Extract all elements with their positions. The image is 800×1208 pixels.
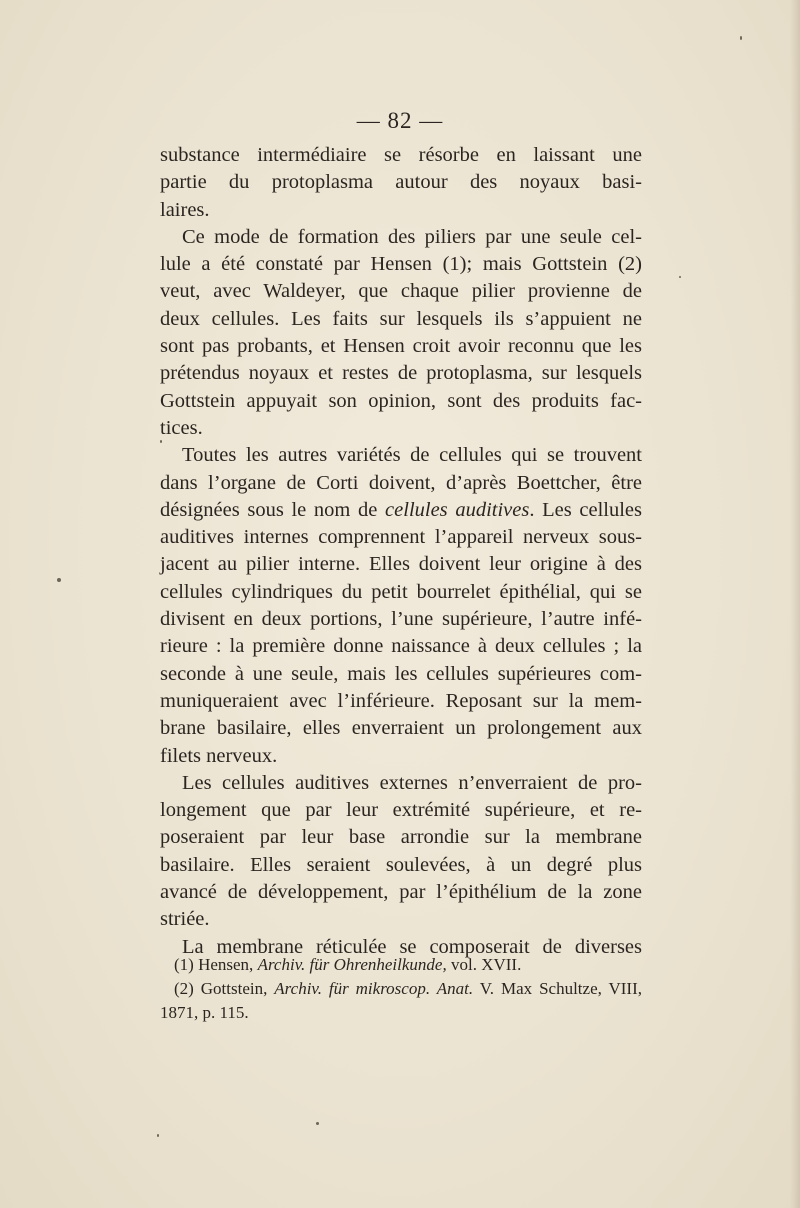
paper-speck <box>679 276 681 278</box>
footnotes-italic-text: Archiv. für mikroscop. Anat. <box>274 979 474 998</box>
body-line: La membrane réticulée se composerait de diverses <box>182 935 642 958</box>
body-text <box>160 142 642 961</box>
body-line: lule a été constaté par Hensen (1); mais Gottstein (2) <box>160 253 642 276</box>
body-line: sont pas probants, et Hensen croit avoir reconnu que les <box>160 335 642 358</box>
body-line: rieure : la première donne naissance à deux cellules ; la <box>160 635 642 658</box>
body-line: seconde à une seule, mais les cellules supérieures com- <box>160 662 642 685</box>
body-line: tices. <box>160 416 203 439</box>
body-line: dans l’organe de Corti doivent, d’après Boettcher, être <box>160 471 642 494</box>
body-line <box>160 497 642 524</box>
body-line: prétendus noyaux et restes de protoplasma, sur lesquels <box>160 362 642 385</box>
footnotes-italic-text: Archiv. für Ohrenheilkunde, <box>257 955 447 974</box>
footnotes-text: (2) Gottstein, <box>174 979 275 998</box>
body-line: basilaire. Elles seraient soulevées, à un degré plus <box>160 853 642 876</box>
body-line: divisent en deux portions, l’une supérieure, l’autre infé- <box>160 608 642 631</box>
paper-speck <box>57 578 61 582</box>
body-line: avancé de développement, par l’épithélium de la zone <box>160 881 642 904</box>
footnotes <box>160 953 642 1025</box>
body-line: veut, avec Waldeyer, que chaque pilier provienne de <box>160 280 642 303</box>
paper-speck <box>316 1122 319 1125</box>
body-italic-text: cellules auditives <box>385 498 530 521</box>
body-text: désignées sous le nom de <box>160 498 386 521</box>
footnotes-line: 1871, p. 115. <box>160 1003 249 1022</box>
footnotes-text: V. Max Schultze, VIII, <box>473 979 643 998</box>
body-line: laires. <box>160 198 210 221</box>
body-line: auditives internes comprennent l’appareil nerveux sous- <box>160 526 642 549</box>
body-line: Les cellules auditives externes n’enverraient de pro- <box>182 771 642 794</box>
body-line: brane basilaire, elles enverraient un prolongement aux <box>160 717 642 740</box>
body-line: filets nerveux. <box>160 744 278 767</box>
paper-speck <box>160 440 162 443</box>
body-line: Toutes les autres variétés de cellules qui se trouvent <box>182 444 642 467</box>
body-line: poseraient par leur base arrondie sur la membrane <box>160 826 642 849</box>
body-text: . Les cellules <box>529 498 642 521</box>
body-line: partie du protoplasma autour des noyaux basi- <box>160 171 642 194</box>
footnotes-line <box>160 953 642 977</box>
paper-speck <box>157 1134 159 1137</box>
body-line: muniqueraient avec l’inférieure. Reposant sur la mem- <box>160 689 642 712</box>
body-line: striée. <box>160 908 210 931</box>
body-line: deux cellules. Les faits sur lesquels ils s’appuient ne <box>160 307 642 330</box>
body-line: Ce mode de formation des piliers par une seule cel- <box>182 225 642 248</box>
page-edge-shadow <box>790 0 800 1208</box>
page-number: — 82 — <box>356 108 444 133</box>
footnotes-line <box>160 977 642 1001</box>
footnotes-text: vol. XVII. <box>446 955 522 974</box>
body-line: Gottstein appuyait son opinion, sont des produits fac- <box>160 389 642 412</box>
body-line: substance intermédiaire se résorbe en laissant une <box>160 144 642 166</box>
body-line: cellules cylindriques du petit bourrelet épithélial, qui se <box>160 580 642 603</box>
body-line: jacent au pilier interne. Elles doivent leur origine à des <box>160 553 642 576</box>
footnotes-text: (1) Hensen, <box>174 955 258 974</box>
paper-speck <box>740 36 742 40</box>
body-line: longement que par leur extrémité supérieure, et re- <box>160 799 642 822</box>
